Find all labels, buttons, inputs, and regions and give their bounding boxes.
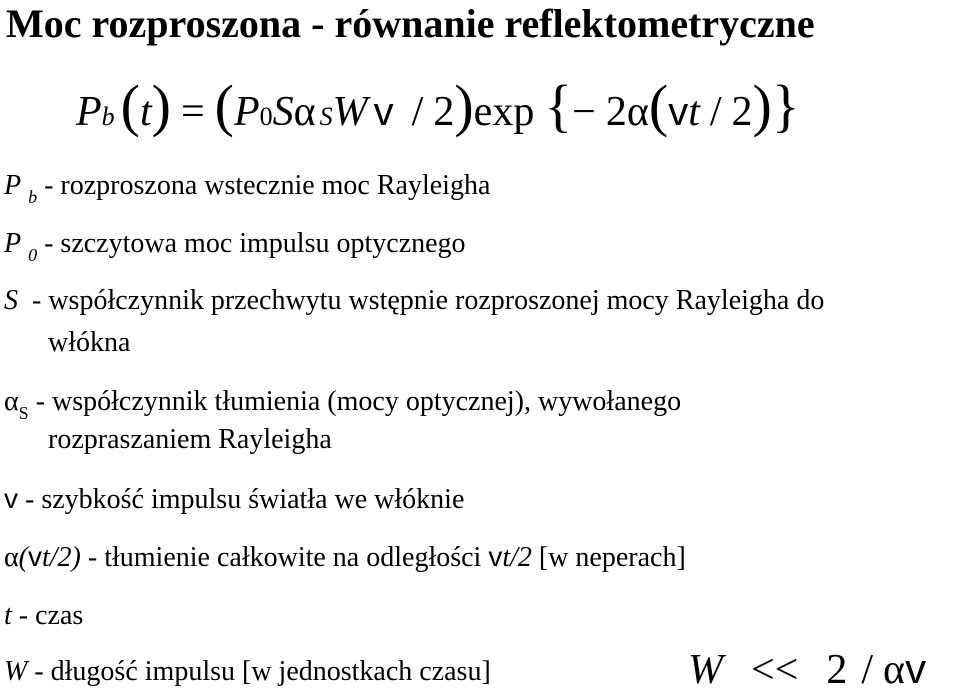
formula-exp: exp <box>473 89 535 135</box>
def-alpha-vt-tail-t: t/2 <box>502 542 532 573</box>
def-p0-text: - szczytowa moc impulsu optycznego <box>37 228 466 259</box>
page-title: Moc rozproszona - równanie reflektometryczne <box>6 1 815 46</box>
definition-v <box>4 483 464 516</box>
def-s-text: - współczynnik przechwytu wstępnie rozproszonej mocy Rayleigha do <box>18 285 825 316</box>
formula-coef: 2 <box>605 89 627 135</box>
rel-v: v <box>905 645 927 692</box>
formula-p-sub: 0 <box>259 102 273 131</box>
def-alpha-vt-text: - tłumienie całkowite na odległości <box>80 542 489 573</box>
formula-open1: ( <box>214 73 234 138</box>
def-v-text: - szybkość impulsu światła we włóknie <box>18 484 465 515</box>
definition-alpha-s-continuation: rozpraszaniem Rayleigha <box>48 424 332 455</box>
formula-brace-close: } <box>771 73 800 138</box>
formula-slash2: / <box>709 89 722 135</box>
formula-alpha: α <box>293 89 316 135</box>
def-alpha-vt-v: v <box>28 541 42 572</box>
formula-two: 2 <box>433 89 455 135</box>
def-alpha-vt-tail-text: [w neperach] <box>531 542 686 573</box>
def-pb-symbol: P <box>4 170 22 201</box>
definition-w <box>4 656 491 688</box>
formula-t2: t <box>688 89 700 135</box>
formula-slash: / <box>411 89 424 135</box>
def-alpha-vt-tail-v: v <box>488 541 503 572</box>
def-alpha-vt-alpha: α <box>4 542 19 573</box>
rel-alpha: α <box>883 647 906 693</box>
formula-two2: 2 <box>731 89 753 135</box>
formula-alpha-sub: S <box>319 102 333 131</box>
definition-p0 <box>4 228 466 271</box>
formula-minus: − <box>572 89 596 135</box>
def-alpha-s-sub: S <box>18 403 29 423</box>
formula-lhs-close: ) <box>151 73 171 138</box>
formula-close2: ) <box>752 73 772 138</box>
formula-lhs-symbol: P <box>76 89 102 135</box>
formula-equals: = <box>180 89 205 135</box>
definition-alpha-s <box>4 386 681 429</box>
formula-lhs-sub: b <box>101 102 115 131</box>
definition-pb <box>4 170 490 213</box>
def-pb-text: - rozproszona wstecznie moc Rayleigha <box>37 170 491 201</box>
def-w-symbol: W <box>4 656 28 687</box>
def-alpha-s-text: - współczynnik tłumienia (mocy optycznej), wywołanego <box>28 386 682 417</box>
definition-s-continuation: włókna <box>48 327 131 358</box>
def-alpha-vt-open: ( <box>18 542 28 573</box>
rel-two: 2 <box>826 647 848 693</box>
formula-open2: ( <box>648 73 669 138</box>
rel-slash: / <box>861 647 874 693</box>
definition-alpha-vt <box>4 541 686 574</box>
formula-alpha2: α <box>626 89 649 135</box>
formula-s: S <box>272 89 294 135</box>
formula-lhs-var: t <box>139 89 152 135</box>
formula-brace-open: { <box>544 73 573 138</box>
pulse-width-condition <box>688 646 926 693</box>
formula-v: v <box>373 90 394 134</box>
formula-w: W <box>332 89 368 135</box>
definition-s <box>4 285 824 317</box>
def-p0-symbol: P <box>4 228 22 259</box>
rel-op: << <box>751 647 799 693</box>
formula-p: P <box>234 89 260 135</box>
def-w-text: - długość impulsu [w jednostkach czasu] <box>27 656 491 687</box>
formula-lhs-open: ( <box>120 73 140 138</box>
def-t-symbol: t <box>4 600 12 631</box>
formula-v2: v <box>668 90 689 134</box>
def-v-symbol: v <box>4 483 18 514</box>
def-t-text: - czas <box>11 600 84 631</box>
formula-close1: ) <box>454 73 474 138</box>
reflectometric-equation <box>76 73 800 145</box>
definition-t <box>4 600 83 632</box>
rel-w: W <box>688 647 723 693</box>
def-p0-sub: 0 <box>28 245 38 265</box>
def-alpha-s-symbol: α <box>4 386 19 417</box>
def-pb-sub: b <box>28 187 38 207</box>
def-s-symbol: S <box>4 285 18 316</box>
def-alpha-vt-t: t/2) <box>42 542 81 573</box>
